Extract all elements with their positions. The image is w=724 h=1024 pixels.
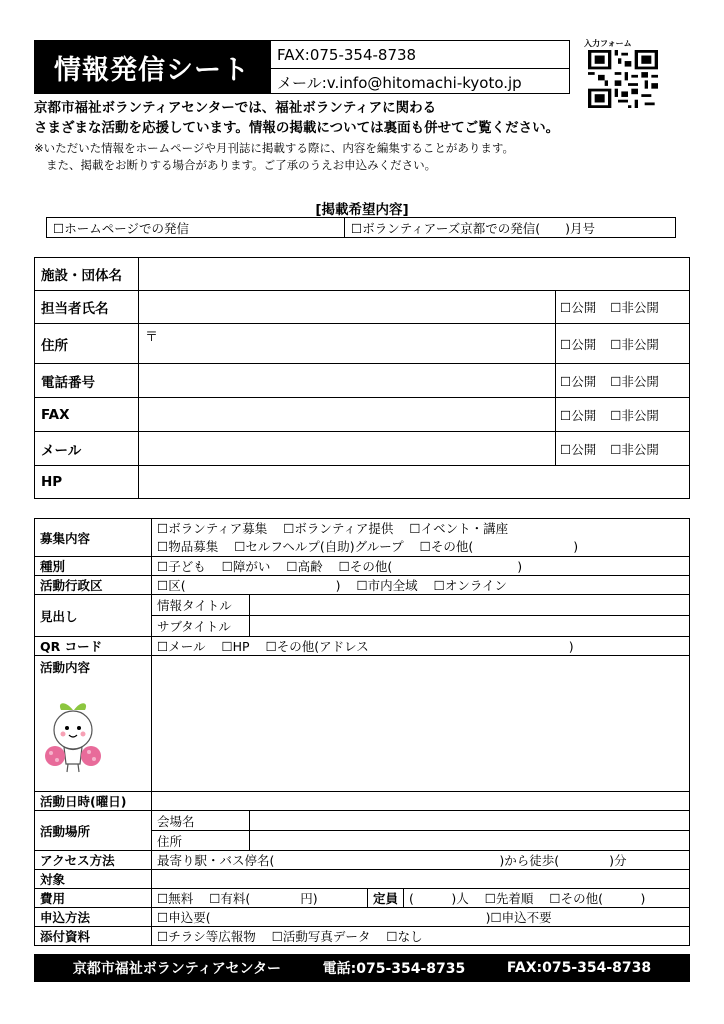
visibility-options xyxy=(556,364,690,398)
info-row-phone xyxy=(35,364,690,398)
attach-none-checkbox[interactable]: ☐なし xyxy=(386,929,423,944)
headline-subtitle-field[interactable] xyxy=(250,616,690,637)
cost-paid-checkbox[interactable]: ☐有料( 円) xyxy=(209,891,318,906)
info-label: 担当者氏名 xyxy=(35,291,139,324)
row-attachments xyxy=(35,927,690,946)
fax-field[interactable] xyxy=(139,398,556,432)
info-label: FAX xyxy=(35,398,139,432)
row-content xyxy=(35,656,690,792)
attach-photo-checkbox[interactable]: ☐活動写真データ xyxy=(271,929,371,944)
headline-title-field[interactable] xyxy=(250,595,690,616)
row-datetime xyxy=(35,792,690,811)
note-1: ※いただいた情報をホームページや月刊誌に掲載する際に、内容を編集することがあります。 xyxy=(34,141,514,155)
attach-options xyxy=(152,927,690,946)
target-field[interactable] xyxy=(152,870,690,889)
private-checkbox[interactable]: ☐非公開 xyxy=(610,373,659,389)
private-checkbox[interactable]: ☐非公開 xyxy=(610,336,659,352)
datetime-label: 活動日時(曜日) xyxy=(35,792,152,811)
row-recruit xyxy=(35,519,690,557)
publish-options-table xyxy=(46,217,676,238)
headline-label: 見出し xyxy=(35,595,152,637)
access-label: アクセス方法 xyxy=(35,851,152,870)
footer-fax: FAX:075-354-8738 xyxy=(506,960,652,976)
qr-options xyxy=(152,637,690,656)
qr-code-label: QR コード xyxy=(35,637,152,656)
address-field[interactable]: 〒 xyxy=(139,324,556,364)
public-checkbox[interactable]: ☐公開 xyxy=(560,336,597,352)
place-address-label: 住所 xyxy=(152,831,250,851)
info-row-org-name xyxy=(35,258,690,291)
place-label: 活動場所 xyxy=(35,811,152,851)
org-name-field[interactable] xyxy=(139,258,690,291)
publish-option-magazine[interactable]: ☐ボランティアーズ京都での発信( )月号 xyxy=(345,218,676,238)
capacity-count-field[interactable]: ( )人 xyxy=(408,891,469,906)
row-access xyxy=(35,851,690,870)
contact-box xyxy=(270,40,570,94)
activity-details-table xyxy=(34,518,690,946)
row-place-venue xyxy=(35,811,690,831)
type-disability-checkbox[interactable]: ☐障がい xyxy=(221,559,271,574)
recruit-volunteer-checkbox[interactable]: ☐ボランティア募集 xyxy=(157,520,268,536)
content-field[interactable] xyxy=(152,656,690,792)
visibility-options xyxy=(556,432,690,466)
info-row-fax xyxy=(35,398,690,432)
public-checkbox[interactable]: ☐公開 xyxy=(560,373,597,389)
publish-section-title: [掲載希望内容] xyxy=(315,202,409,218)
qr-label: 入力フォーム xyxy=(584,39,632,48)
headline-subtitle-label: サブタイトル xyxy=(152,616,250,637)
area-options xyxy=(152,576,690,595)
email-field[interactable] xyxy=(139,432,556,466)
row-target xyxy=(35,870,690,889)
target-label: 対象 xyxy=(35,870,152,889)
row-qr xyxy=(35,637,690,656)
recruit-provide-checkbox[interactable]: ☐ボランティア提供 xyxy=(283,520,394,536)
page-title: 情報発信シート xyxy=(34,40,270,94)
attach-label: 添付資料 xyxy=(35,927,152,946)
recruit-goods-checkbox[interactable]: ☐物品募集 xyxy=(157,538,219,554)
contact-name-field[interactable] xyxy=(139,291,556,324)
visibility-options xyxy=(556,324,690,364)
visibility-options xyxy=(556,398,690,432)
public-checkbox[interactable]: ☐公開 xyxy=(560,300,597,315)
place-address-field[interactable] xyxy=(250,831,690,851)
organization-info-table xyxy=(34,257,690,499)
info-row-email xyxy=(35,432,690,466)
hp-field[interactable] xyxy=(139,466,690,499)
notes xyxy=(34,140,694,174)
recruit-event-checkbox[interactable]: ☐イベント・講座 xyxy=(409,520,509,536)
info-label: 施設・団体名 xyxy=(35,258,139,291)
info-label: 住所 xyxy=(35,324,139,364)
venue-label: 会場名 xyxy=(152,811,250,831)
apply-label: 申込方法 xyxy=(35,908,152,927)
intro-text xyxy=(34,98,694,138)
footer-tel: 電話:075-354-8735 xyxy=(322,961,466,977)
info-label: 電話番号 xyxy=(35,364,139,398)
private-checkbox[interactable]: ☐非公開 xyxy=(610,441,659,457)
info-label: HP xyxy=(35,466,139,499)
footer-bar xyxy=(34,954,690,982)
email-address: メール:v.info@hitomachi-kyoto.jp xyxy=(271,68,569,95)
row-type xyxy=(35,557,690,576)
intro-line-2: さまざまな活動を応援しています。情報の掲載については裏面も併せてご覧ください。 xyxy=(34,120,560,136)
qr-other-checkbox[interactable]: ☐その他(アドレス ) xyxy=(265,639,574,654)
info-label: メール xyxy=(35,432,139,466)
headline-title-label: 情報タイトル xyxy=(152,595,250,616)
phone-field[interactable] xyxy=(139,364,556,398)
row-cost xyxy=(35,889,690,908)
area-label: 活動行政区 xyxy=(35,576,152,595)
visibility-options xyxy=(556,291,690,324)
fax-number: FAX:075-354-8738 xyxy=(277,45,417,64)
type-child-checkbox[interactable]: ☐子ども xyxy=(157,559,206,574)
first-come-checkbox[interactable]: ☐先着順 xyxy=(484,891,534,906)
area-ward-checkbox[interactable]: ☐区( ) xyxy=(157,578,341,593)
private-checkbox[interactable]: ☐非公開 xyxy=(610,300,659,315)
qr-hp-checkbox[interactable]: ☐HP xyxy=(221,639,250,654)
publish-option-web[interactable]: ☐ホームページでの発信 xyxy=(47,218,345,238)
info-row-hp xyxy=(35,466,690,499)
mascot-illustration xyxy=(43,700,103,782)
venue-field[interactable] xyxy=(250,811,690,831)
public-checkbox[interactable]: ☐公開 xyxy=(560,407,597,423)
qr-email-checkbox[interactable]: ☐メール xyxy=(157,639,206,654)
area-online-checkbox[interactable]: ☐オンライン xyxy=(433,578,507,593)
row-headline-title xyxy=(35,595,690,616)
recruit-options xyxy=(152,519,690,557)
capacity-label: 定員 xyxy=(367,889,403,908)
info-row-contact-name xyxy=(35,291,690,324)
content-label-cell xyxy=(35,656,152,792)
info-row-address xyxy=(35,324,690,364)
recruit-selfhelp-checkbox[interactable]: ☐セルフヘルプ(自助)グループ xyxy=(234,538,404,554)
note-2: また、掲載をお断りする場合があります。ご了承のうえお申込みください。 xyxy=(46,158,437,172)
area-citywide-checkbox[interactable]: ☐市内全域 xyxy=(356,578,418,593)
row-apply xyxy=(35,908,690,927)
type-options xyxy=(152,557,690,576)
type-label: 種別 xyxy=(35,557,152,576)
footer-org: 京都市福祉ボランティアセンター xyxy=(72,961,281,977)
type-elderly-checkbox[interactable]: ☐高齢 xyxy=(286,559,323,574)
cost-free-checkbox[interactable]: ☐無料 xyxy=(157,891,194,906)
content-label: 活動内容 xyxy=(40,660,91,675)
access-field[interactable]: 最寄り駅・バス停名( )から徒歩( )分 xyxy=(152,851,690,870)
capacity-options xyxy=(403,889,689,908)
intro-line-1: 京都市福祉ボランティアセンターでは、福祉ボランティアに関わる xyxy=(34,100,437,116)
cost-options xyxy=(152,889,368,908)
apply-options[interactable]: ☐申込要( )☐申込不要 xyxy=(152,908,690,927)
recruit-other-checkbox[interactable]: ☐その他( ) xyxy=(419,538,579,554)
cost-label: 費用 xyxy=(35,889,152,908)
attach-flyer-checkbox[interactable]: ☐チラシ等広報物 xyxy=(157,929,256,944)
row-area xyxy=(35,576,690,595)
recruit-label: 募集内容 xyxy=(35,519,152,557)
private-checkbox[interactable]: ☐非公開 xyxy=(610,407,659,423)
capacity-other-checkbox[interactable]: ☐その他( ) xyxy=(549,891,646,906)
public-checkbox[interactable]: ☐公開 xyxy=(560,441,597,457)
datetime-field[interactable] xyxy=(152,792,690,811)
type-other-checkbox[interactable]: ☐その他( ) xyxy=(338,559,523,574)
